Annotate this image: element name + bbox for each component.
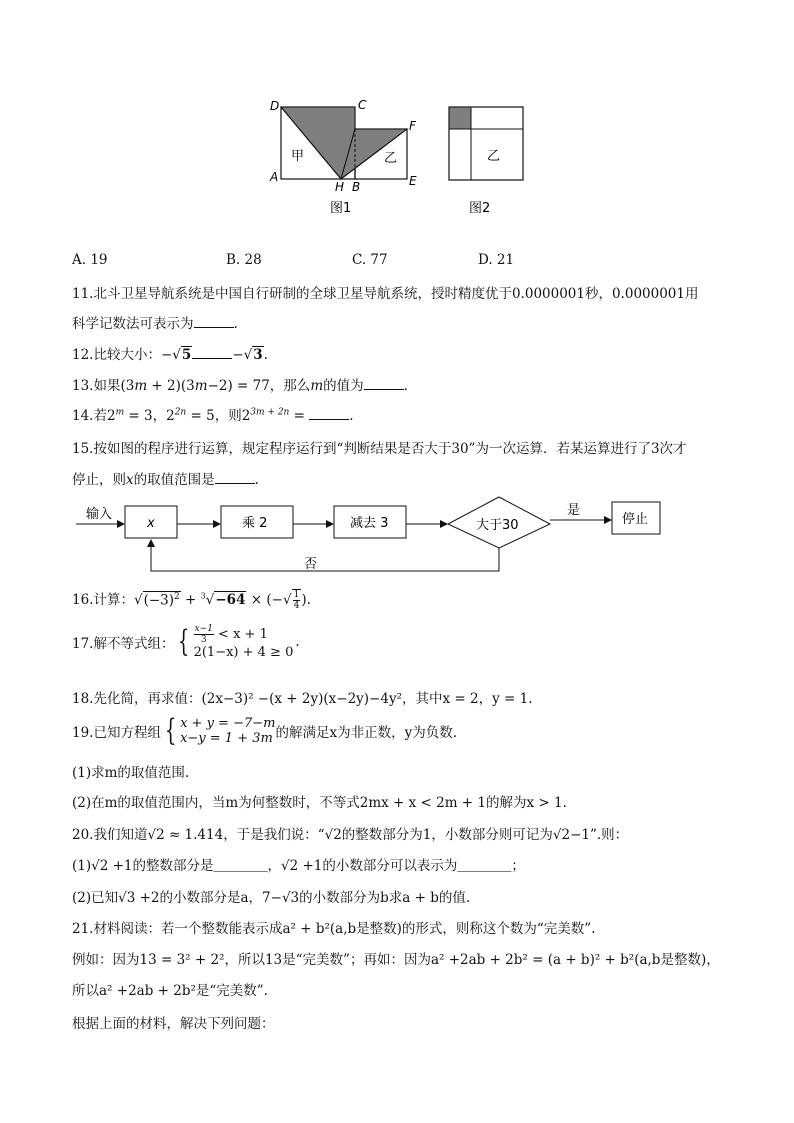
q16-plus: + (180, 592, 201, 608)
q16-frac-den: 4 (293, 601, 300, 611)
q15-t2: 的取值范围是 (133, 472, 215, 488)
q20-line1: 20.我们知道√2 ≈ 1.414，于是我们说：“√2的整数部分为1，小数部分则可记为√2−1”.则： (72, 827, 629, 843)
label-jia: 甲 (291, 149, 305, 164)
answer-blank (364, 377, 404, 390)
q16-radical-1 (143, 591, 181, 609)
q12-minus-2: − (232, 347, 244, 363)
q21-line3: 所以a² +2ab + 2b²是“完美数”. (72, 983, 268, 999)
option-a: A. 19 (72, 252, 108, 268)
q16-frac-num: 1 (293, 590, 300, 600)
q19-eq2: x−y = 1 + 3m (180, 731, 273, 746)
q15-end: . (254, 472, 259, 488)
label-H: H (335, 180, 345, 194)
label-C: C (358, 98, 367, 112)
q17-line2: 2(1−x) + 4 ≥ 0 (193, 645, 294, 660)
q20-part1: (1)√2 +1的整数部分是＿＿＿＿，√2 +1的小数部分可以表示为＿＿＿＿； (72, 858, 525, 874)
q19-eq1: x + y = −7−m (180, 716, 276, 731)
q13-m1: m (134, 378, 148, 394)
q14-exp1: m (115, 407, 125, 418)
q11-text: 科学记数法可表示为 (72, 316, 194, 332)
q11-line2 (72, 312, 238, 332)
q19-system (180, 716, 275, 746)
q14-t1: 14.若2 (72, 408, 116, 424)
shaded-small-square (449, 107, 471, 129)
answer-blank (215, 471, 255, 484)
label-D: D (270, 99, 280, 113)
option-b: B. 28 (226, 252, 262, 268)
q12-end: . (263, 347, 268, 363)
q13-end: . (403, 378, 408, 394)
q13-m2: m (194, 378, 208, 394)
answer-blank (192, 346, 232, 359)
flow-diamond-label: 大于30 (476, 518, 519, 533)
q13-t1: 13.如果(3 (72, 378, 135, 394)
q17-text: 17.解不等式组： (72, 636, 175, 652)
q20-part2: (2)已知√3 +2的小数部分是a，7−√3的小数部分为b求a + b的值. (72, 890, 471, 906)
label-F: F (409, 119, 416, 133)
caption-fig2: 图2 (469, 201, 491, 216)
geometry-figures (260, 92, 550, 222)
q16-exp: 2 (174, 591, 180, 602)
q12-radicand-1: 5 (181, 347, 192, 363)
answer-blank (309, 407, 349, 420)
q21-line2: 例如：因为13 = 3² + 2²，所以13是“完美数”；再如：因为a² +2ab + 2b² = (a + b)² + b²(a,b是整数)， (72, 952, 720, 968)
q21-line1: 21.材料阅读：若一个整数能表示成a² + b²(a,b是整数)的形式，则称这个数为“完美数”. (72, 921, 596, 937)
q16-times: × (− (246, 592, 283, 608)
label-B: B (352, 180, 361, 194)
flow-box-x-label: x (147, 516, 155, 531)
q12-radicand-2: 3 (253, 347, 263, 363)
label-E: E (409, 174, 417, 188)
q17-frac-den: 3 (200, 635, 207, 645)
q13-m3: m (310, 378, 324, 394)
caption-fig1: 图1 (330, 201, 352, 216)
flow-box-subtract-label: 减去 3 (350, 516, 389, 531)
q16-radicand-2: −64 (215, 592, 246, 608)
flowchart (72, 494, 672, 576)
q13-t2: + 2)(3 (147, 378, 195, 394)
q19-part2: (2)在m的取值范围内，当m为何整数时，不等式2mx + x < 2m + 1的解为x > 1. (72, 795, 567, 811)
q12: 12.比较大小：−√5 −√3. (72, 347, 268, 363)
flow-box-multiply-label: 乘 2 (242, 516, 268, 531)
q13 (72, 374, 408, 394)
figure-2 (449, 107, 523, 216)
q11-end: . (233, 316, 238, 332)
q17-line1-rest: < x + 1 (213, 627, 268, 642)
q16: 16.计算：$√(-3)^2 + ^3√-64$ × (−√ $\frac{1}{4}$ ). (72, 590, 311, 611)
q15-line2 (72, 468, 259, 488)
q19-post: 的解满足x为非正数，y为负数. (275, 725, 457, 741)
q17-brace: { (178, 624, 190, 659)
q11-line1: 11.北斗卫星导航系统是中国自行研制的全球卫星导航系统，授时精度优于0.0000001秒，0.0000001用 (72, 286, 699, 302)
q14-t4: = (289, 408, 310, 424)
q16-root-index: 3 (200, 591, 206, 601)
label-yi: 乙 (384, 151, 398, 166)
label-yi-2: 乙 (487, 149, 501, 164)
q13-t3: −2) = 77，那么 (207, 378, 311, 394)
q14-exp2: 2n (174, 407, 187, 418)
q17 (72, 624, 300, 660)
q19-line1 (72, 713, 457, 748)
figure-1 (269, 98, 417, 216)
q15-t1: 停止，则 (72, 472, 126, 488)
q12-text: 12.比较大小： (72, 347, 161, 363)
q14-exp3: 3m + 2n (250, 407, 290, 418)
label-A: A (270, 170, 279, 184)
flow-input-label: 输入 (86, 507, 113, 522)
flow-yes-label: 是 (567, 503, 581, 518)
q19-text: 19.已知方程组 (72, 725, 161, 741)
q21-line4: 根据上面的材料，解决下列问题： (72, 1016, 275, 1032)
option-c: C. 77 (352, 252, 388, 268)
q16-text: 16.计算： (72, 592, 134, 608)
flow-no-label: 否 (304, 557, 318, 572)
answer-blank (194, 315, 234, 328)
q14-t3: = 5，则2 (186, 408, 251, 424)
q12-minus-1: − (160, 347, 173, 363)
q17-frac-num: x−1 (194, 624, 213, 634)
q19-brace: { (164, 713, 177, 748)
q18: 18.先化简，再求值：(2x−3)² −(x + 2y)(x−2y)−4y²，其中x = 2，y = 1. (72, 691, 533, 707)
flow-box-stop-label: 停止 (622, 512, 649, 527)
option-d: D. 21 (478, 252, 515, 268)
q16-end: ). (301, 592, 311, 608)
q14-t2: = 3，2 (124, 408, 175, 424)
q17-end: . (295, 634, 300, 650)
q16-radicand-1: (−3) (143, 592, 175, 608)
q14-end: . (349, 408, 354, 424)
q17-frac (194, 624, 214, 645)
q16-fraction (293, 590, 301, 611)
flow-loop-line (151, 540, 499, 571)
q15-x: x (126, 472, 134, 488)
q15-line1: 15.按如图的程序进行运算，规定程序运行到“判断结果是否大于30”为一次运算．若某运算进行了3次才 (72, 441, 687, 457)
q19-part1: (1)求m的取值范围. (72, 765, 190, 781)
q14 (72, 404, 354, 424)
q13-t4: 的值为 (323, 378, 364, 394)
q17-system (194, 624, 294, 660)
